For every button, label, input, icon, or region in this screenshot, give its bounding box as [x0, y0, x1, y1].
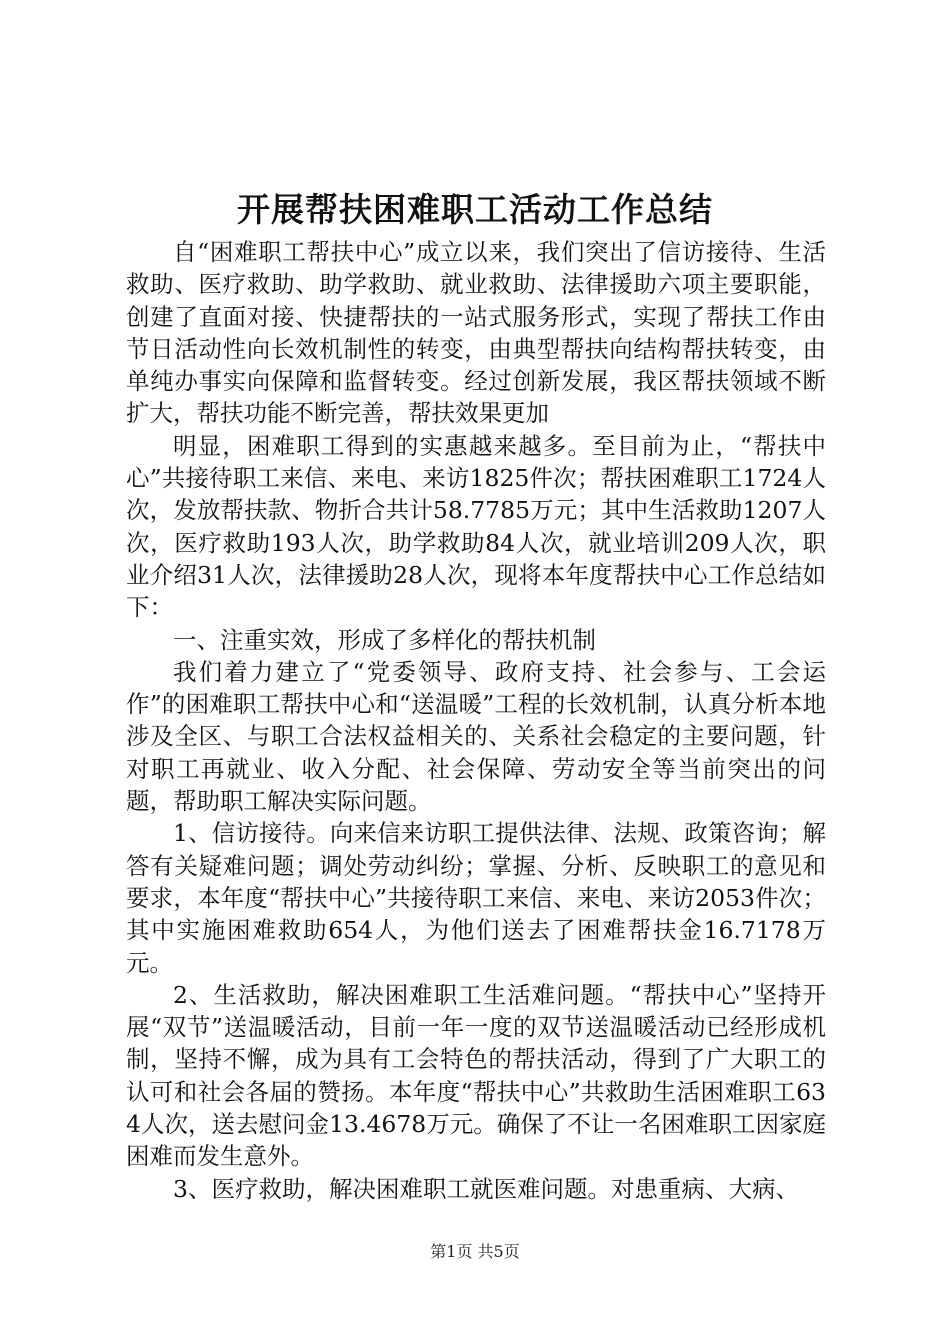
paragraph-item-3: 3、医疗救助，解决困难职工就医难问题。对患重病、大病、: [173, 1174, 799, 1203]
page-number: 第1页 共5页: [430, 1242, 520, 1261]
paragraph-intro: 自“困难职工帮扶中心”成立以来，我们突出了信访接待、生活救助、医疗救助、助学救助、就业救助、法律援助六项主要职能，创建了直面对接、快捷帮扶的一站式服务形式，实现了帮扶工作由节日活动性向长效机制性的转变，由典型帮扶向结构帮扶转变，由单纯办事实向保障和监督转变。经过创新发展，我区帮扶领域不断扩大，帮扶功能不断完善，帮扶效果更加: [126, 238, 826, 428]
paragraph-item-2: 2、生活救助，解决困难职工生活难问题。“帮扶中心”坚持开展“双节”送温暖活动，目前一年一度的双节送温暖活动已经形成机制，坚持不懈，成为具有工会特色的帮扶活动，得到了广大职工的认可和社会各届的赞扬。本年度“帮扶中心”共救助生活困难职工634人次，送去慰问金13.4678万元。确保了不让一名困难职工因家庭困难而发生意外。: [126, 980, 826, 1171]
paragraph-mechanism: 我们着力建立了“党委领导、政府支持、社会参与、工会运作”的困难职工帮扶中心和“送温暖”工程的长效机制，认真分析本地涉及全区、与职工合法权益相关的、关系社会稳定的主要问题，针对职工再就业、收入分配、社会保障、劳动安全等当前突出的问题，帮助职工解决实际问题。: [126, 657, 826, 816]
paragraph-item-1: 1、信访接待。向来信来访职工提供法律、法规、政策咨询；解答有关疑难问题；调处劳动纠纷；掌握、分析、反映职工的意见和要求，本年度“帮扶中心”共接待职工来信、来电、来访2053件次；其中实施困难救助654人，为他们送去了困难帮扶金16.7178万元。: [126, 819, 826, 977]
document-title: 开展帮扶困难职工活动工作总结: [237, 190, 713, 229]
document-body: [126, 236, 826, 1205]
section-heading-1: 一、注重实效，形成了多样化的帮扶机制: [173, 625, 596, 654]
paragraph-statistics: 明显，困难职工得到的实惠越来越多。至目前为止，“帮扶中心”共接待职工来信、来电、来访1825件次；帮扶困难职工1724人次，发放帮扶款、物折合共计58.7785万元；其中生活救助1207人次，医疗救助193人次，助学救助84人次，就业培训209人次，职业介绍31人次，法律援助28人次，现将本年度帮扶中心工作总结如下：: [126, 431, 826, 622]
